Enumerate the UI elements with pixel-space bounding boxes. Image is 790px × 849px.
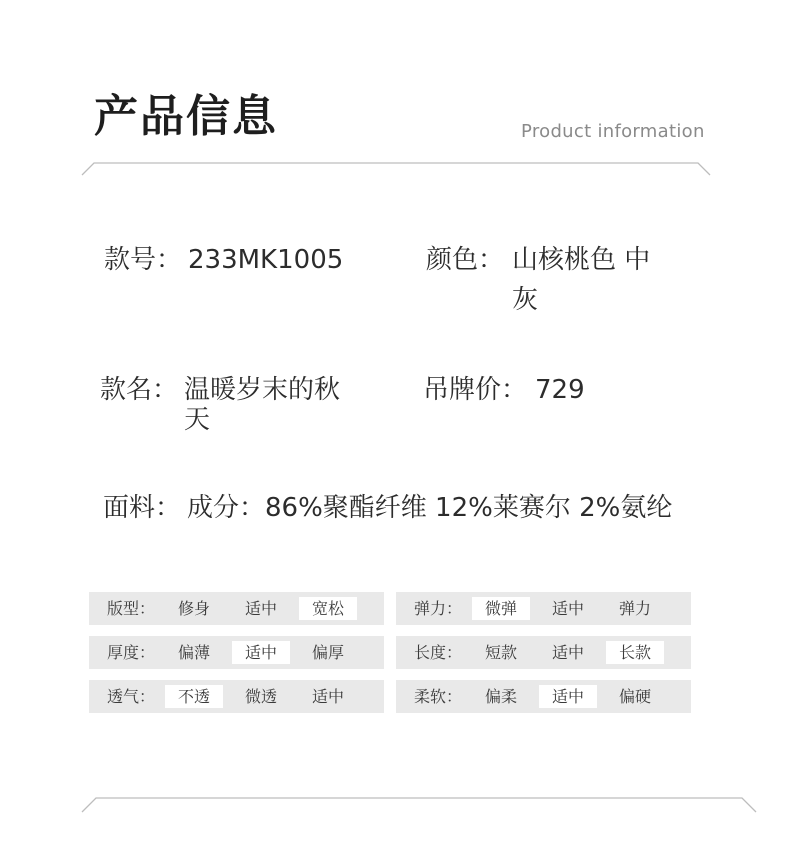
attribute-option-selected: 适中 — [539, 685, 597, 708]
attribute-label: 柔软： — [414, 687, 463, 706]
attribute-option-selected: 适中 — [232, 641, 290, 664]
attribute-option-selected: 不透 — [165, 685, 223, 708]
attribute-option: 修身 — [177, 599, 210, 618]
attribute-option-selected: 宽松 — [299, 597, 357, 620]
bottom-divider — [80, 795, 758, 815]
page-title: 产品信息 — [94, 91, 278, 142]
attribute-option: 适中 — [311, 687, 344, 706]
attribute-row — [396, 680, 691, 713]
attribute-label: 厚度： — [107, 643, 156, 662]
style-number-label: 款号： — [104, 245, 183, 275]
attribute-option: 微透 — [244, 687, 277, 706]
attribute-row — [89, 680, 384, 713]
attribute-option: 适中 — [551, 599, 584, 618]
color-label: 颜色： — [426, 245, 505, 275]
attribute-row — [89, 592, 384, 625]
attribute-option: 偏柔 — [484, 687, 517, 706]
attribute-option: 偏硬 — [618, 687, 651, 706]
fabric-value: 成分：86%聚酯纤维 12%莱赛尔 2%氨纶 — [187, 493, 673, 523]
style-number-field — [104, 242, 404, 282]
attribute-label: 版型： — [107, 599, 156, 618]
attribute-row — [396, 636, 691, 669]
tag-price-field — [423, 372, 683, 412]
style-name-value-line1: 温暖岁末的秋 — [184, 375, 341, 405]
attribute-option-selected: 微弹 — [472, 597, 530, 620]
attribute-label: 长度： — [414, 643, 463, 662]
attribute-row — [89, 636, 384, 669]
attribute-option: 偏厚 — [311, 643, 344, 662]
attribute-label: 透气： — [107, 687, 156, 706]
attribute-option: 弹力 — [618, 599, 651, 618]
page-subtitle: Product information — [521, 121, 705, 142]
style-name-field — [100, 372, 400, 442]
tag-price-label: 吊牌价： — [423, 375, 528, 405]
attribute-label: 弹力： — [414, 599, 463, 618]
fabric-field — [103, 490, 743, 530]
attribute-option: 适中 — [551, 643, 584, 662]
fabric-label: 面料： — [103, 493, 182, 523]
attribute-row — [396, 592, 691, 625]
color-field — [426, 242, 706, 322]
attribute-option: 适中 — [244, 599, 277, 618]
top-divider — [80, 160, 712, 178]
tag-price-value: 729 — [535, 375, 585, 405]
attribute-option-selected: 长款 — [606, 641, 664, 664]
style-name-value-line2: 天 — [184, 405, 211, 435]
color-value-line1: 山核桃色 中 — [512, 245, 651, 275]
color-value-line2: 灰 — [512, 285, 539, 315]
style-number-value: 233MK1005 — [188, 245, 344, 275]
style-name-label: 款名： — [100, 375, 179, 405]
attribute-option: 短款 — [484, 643, 517, 662]
attribute-option: 偏薄 — [177, 643, 210, 662]
